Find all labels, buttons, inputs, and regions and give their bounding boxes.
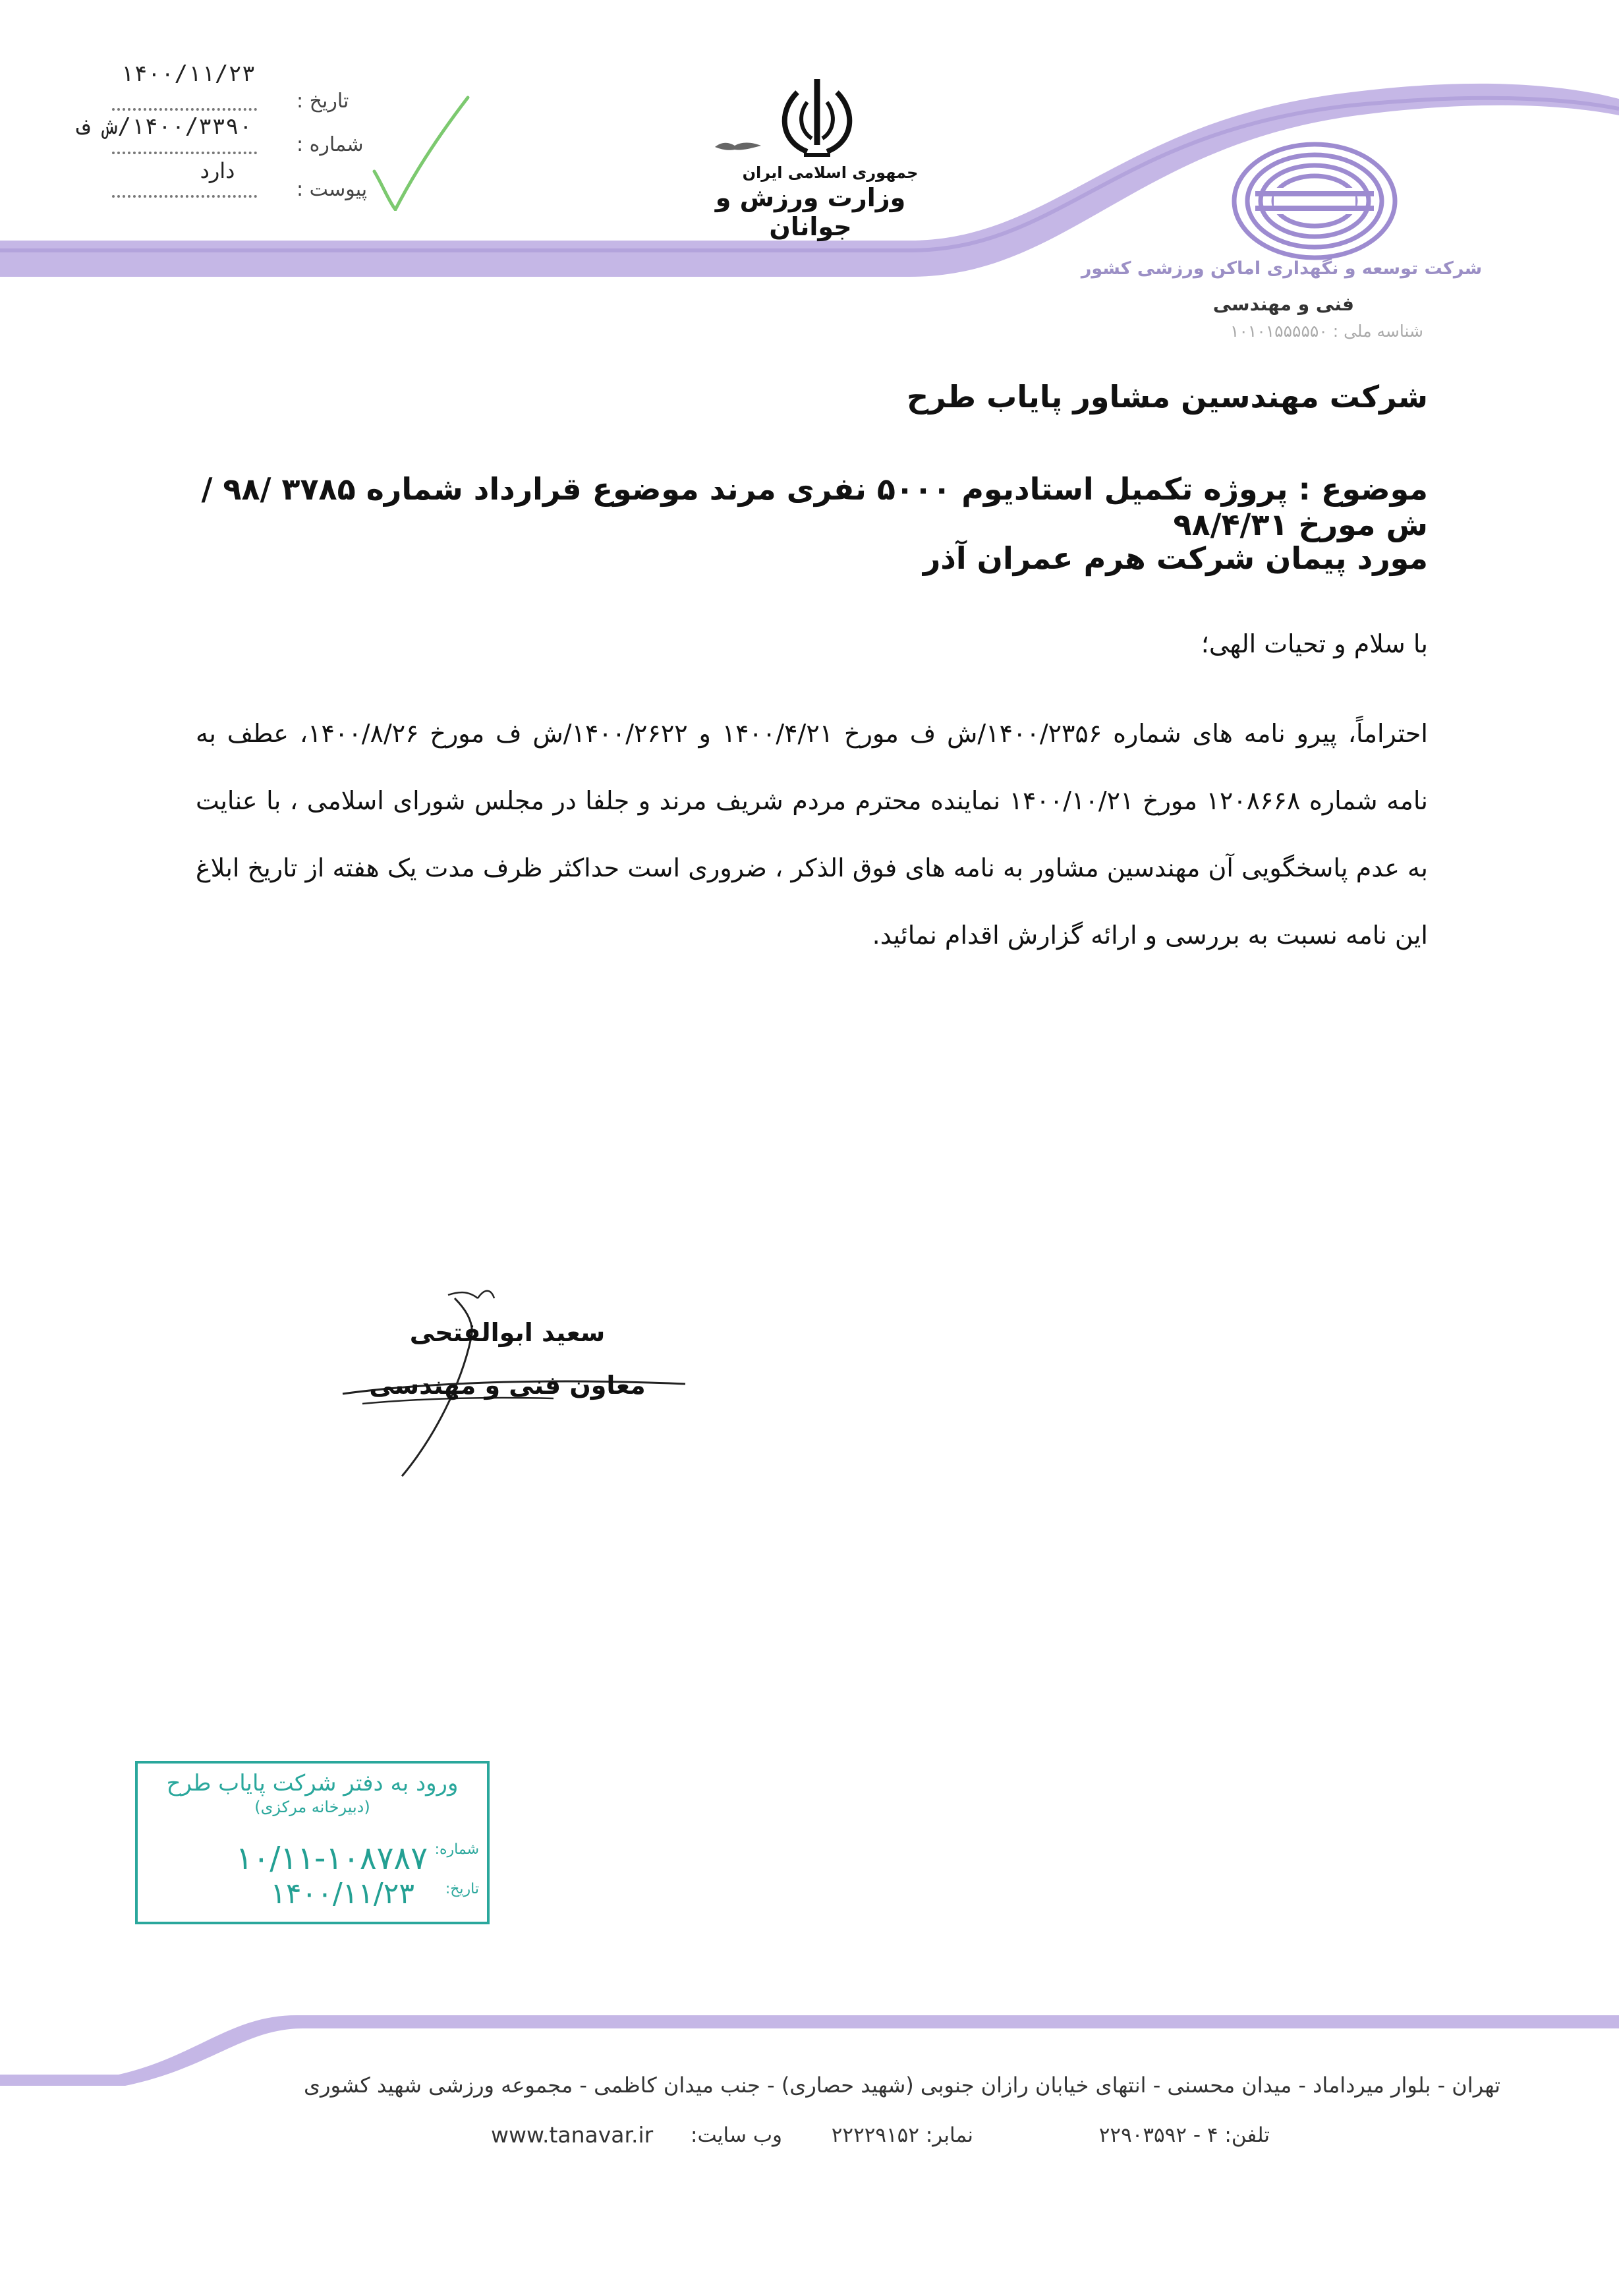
subject-line-1: موضوع : پروژه تکمیل استادیوم ۵۰۰۰ نفری مرند موضوع قرارداد شماره ۳۷۸۵ /۹۸ / ش مورخ ۹۸/۴/۳۱ xyxy=(201,471,1428,542)
emblem-ministry: وزارت ورزش و جوانان xyxy=(715,183,906,241)
attachment-label: پیوست : xyxy=(297,178,368,201)
signatory-title: معاون فنی و مهندسی xyxy=(369,1371,646,1400)
date-dots xyxy=(112,105,257,111)
letter-body: احتراماً، پیرو نامه های شماره ۱۴۰۰/۲۳۵۶/ش ف مورخ ۱۴۰۰/۴/۲۱ و ۱۴۰۰/۲۶۲۲/ش ف مورخ ۱۴۰۰/۸/۲۶، عطف به نامه شماره ۱۲۰۸۶۶۸ مورخ ۱۴۰۰/۱۰/۲۱ نماینده محترم مردم شریف مرند و جلفا در مجلس شورای اسلامی ، با عنایت به عدم پاسخگویی آن مهندسین مشاور به نامه های فوق الذکر ، ضروری است حداکثر ظرف مدت یک هفته از تاریخ ابلاغ این نامه نسبت به بررسی و ارائه گزارش اقدام نمائید. xyxy=(196,719,1428,950)
stamp-date-label: تاریخ: xyxy=(445,1881,479,1897)
entry-stamp xyxy=(135,1761,490,1924)
footer-phone: تلفن: ۴ - ۲۲۹۰۳۵۹۲ xyxy=(1098,2123,1270,2147)
greeting: با سلام و تحیات الهی؛ xyxy=(1201,629,1428,658)
company-department: فنی و مهندسی xyxy=(1212,293,1354,315)
signatory-name: سعید ابوالفتحی xyxy=(409,1318,606,1347)
iran-emblem-icon xyxy=(771,72,863,165)
number-dots xyxy=(112,149,257,154)
number-value: ۱۴۰۰/۳۳۹۰/ش ف xyxy=(76,113,253,140)
date-label: تاریخ : xyxy=(297,90,349,113)
bird-icon xyxy=(712,135,764,155)
stamp-number-value: ۱۰/۱۱-۱۰۸۷۸۷ xyxy=(235,1840,428,1877)
emblem-republic: جمهوری اسلامی ایران xyxy=(742,163,919,182)
stamp-number-label: شماره: xyxy=(434,1841,479,1858)
company-logo-icon xyxy=(1229,138,1400,264)
footer-band xyxy=(0,2010,1619,2129)
attachment-value: دارد xyxy=(200,158,235,183)
stamp-subtitle: (دبیرخانه مرکزی) xyxy=(254,1798,370,1816)
footer-address: تهران - بلوار میرداماد - میدان محسنی - انتهای خیابان رازان جنوبی (شهید حصاری) - جنب میدان کاظمی - مجموعه ورزشی شهید کشوری xyxy=(303,2073,1500,2098)
company-name: شرکت توسعه و نگهداری اماکن ورزشی کشور xyxy=(1081,258,1483,279)
attachment-dots xyxy=(112,192,257,198)
subject-line-2: مورد پیمان شرکت هرم عمران آذر xyxy=(923,540,1428,576)
number-label: شماره : xyxy=(297,133,364,156)
stamp-date-value: ۱۴۰۰/۱۱/۲۳ xyxy=(270,1877,414,1910)
footer-fax: نمابر: ۲۲۲۲۹۱۵۲ xyxy=(831,2123,973,2147)
footer-website-label: وب سایت: xyxy=(691,2123,782,2147)
stamp-title: ورود به دفتر شرکت پایاب طرح xyxy=(166,1770,459,1796)
footer-website[interactable]: www.tanavar.ir xyxy=(491,2122,654,2148)
date-value: ۱۴۰۰/۱۱/۲۳ xyxy=(120,61,256,87)
company-national-id: شناسه ملی : ۱۰۱۰۱۵۵۵۵۵۰ xyxy=(1230,322,1423,341)
recipient: شرکت مهندسین مشاور پایاب طرح xyxy=(906,379,1428,415)
check-mark-icon xyxy=(369,92,474,211)
